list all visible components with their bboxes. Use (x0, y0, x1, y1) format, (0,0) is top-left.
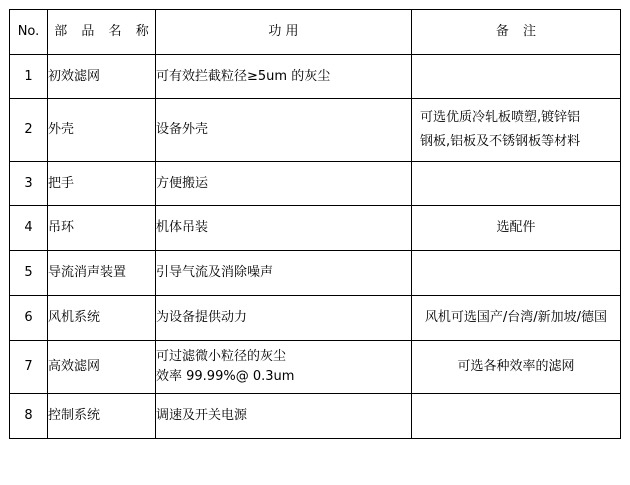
row-remark: 可选各种效率的滤网 (412, 341, 621, 394)
row-part-name: 高效滤网 (48, 341, 156, 394)
row-remark (412, 99, 621, 162)
column-header-function: 功 用 (156, 10, 412, 55)
row-function: 调速及开关电源 (156, 394, 412, 439)
table-header-row (10, 10, 621, 55)
parts-specification-table (9, 9, 621, 439)
row-function-line1: 可过滤微小粒径的灰尘 (156, 348, 287, 364)
row-remark (412, 394, 621, 439)
table-row (10, 341, 621, 394)
column-header-part-name: 部 品 名 称 (48, 10, 156, 55)
row-function (156, 341, 412, 394)
row-remark-line1: 可选优质冷轧板喷塑,镀锌铝 (420, 109, 581, 125)
row-part-name: 把手 (48, 162, 156, 206)
row-function: 机体吊装 (156, 206, 412, 251)
row-function: 方便搬运 (156, 162, 412, 206)
row-number: 2 (10, 99, 48, 162)
row-part-name: 初效滤网 (48, 55, 156, 99)
table-row (10, 206, 621, 251)
row-part-name: 风机系统 (48, 296, 156, 341)
row-function-line2: 效率 99.99%@ 0.3um (156, 369, 295, 384)
table-row (10, 296, 621, 341)
row-number: 1 (10, 55, 48, 99)
row-number: 4 (10, 206, 48, 251)
row-remark (412, 55, 621, 99)
row-number: 7 (10, 341, 48, 394)
row-remark (412, 251, 621, 296)
row-part-name: 导流消声装置 (48, 251, 156, 296)
row-function: 可有效拦截粒径≥5um 的灰尘 (156, 55, 412, 99)
table-row (10, 251, 621, 296)
row-remark (412, 162, 621, 206)
table-row (10, 99, 621, 162)
row-number: 6 (10, 296, 48, 341)
document-page (0, 9, 630, 485)
table-row (10, 162, 621, 206)
row-remark: 风机可选国产/台湾/新加坡/德国 (412, 296, 621, 341)
row-function: 为设备提供动力 (156, 296, 412, 341)
row-part-name: 控制系统 (48, 394, 156, 439)
row-function: 设备外壳 (156, 99, 412, 162)
row-number: 3 (10, 162, 48, 206)
table-row (10, 55, 621, 99)
row-remark-line2: 钢板,铝板及不锈钢板等材料 (420, 134, 581, 149)
row-number: 8 (10, 394, 48, 439)
row-function: 引导气流及消除噪声 (156, 251, 412, 296)
row-part-name: 外壳 (48, 99, 156, 162)
row-remark: 选配件 (412, 206, 621, 251)
table-row (10, 394, 621, 439)
column-header-remark: 备 注 (412, 10, 621, 55)
column-header-no: No. (10, 10, 48, 55)
row-number: 5 (10, 251, 48, 296)
row-part-name: 吊环 (48, 206, 156, 251)
